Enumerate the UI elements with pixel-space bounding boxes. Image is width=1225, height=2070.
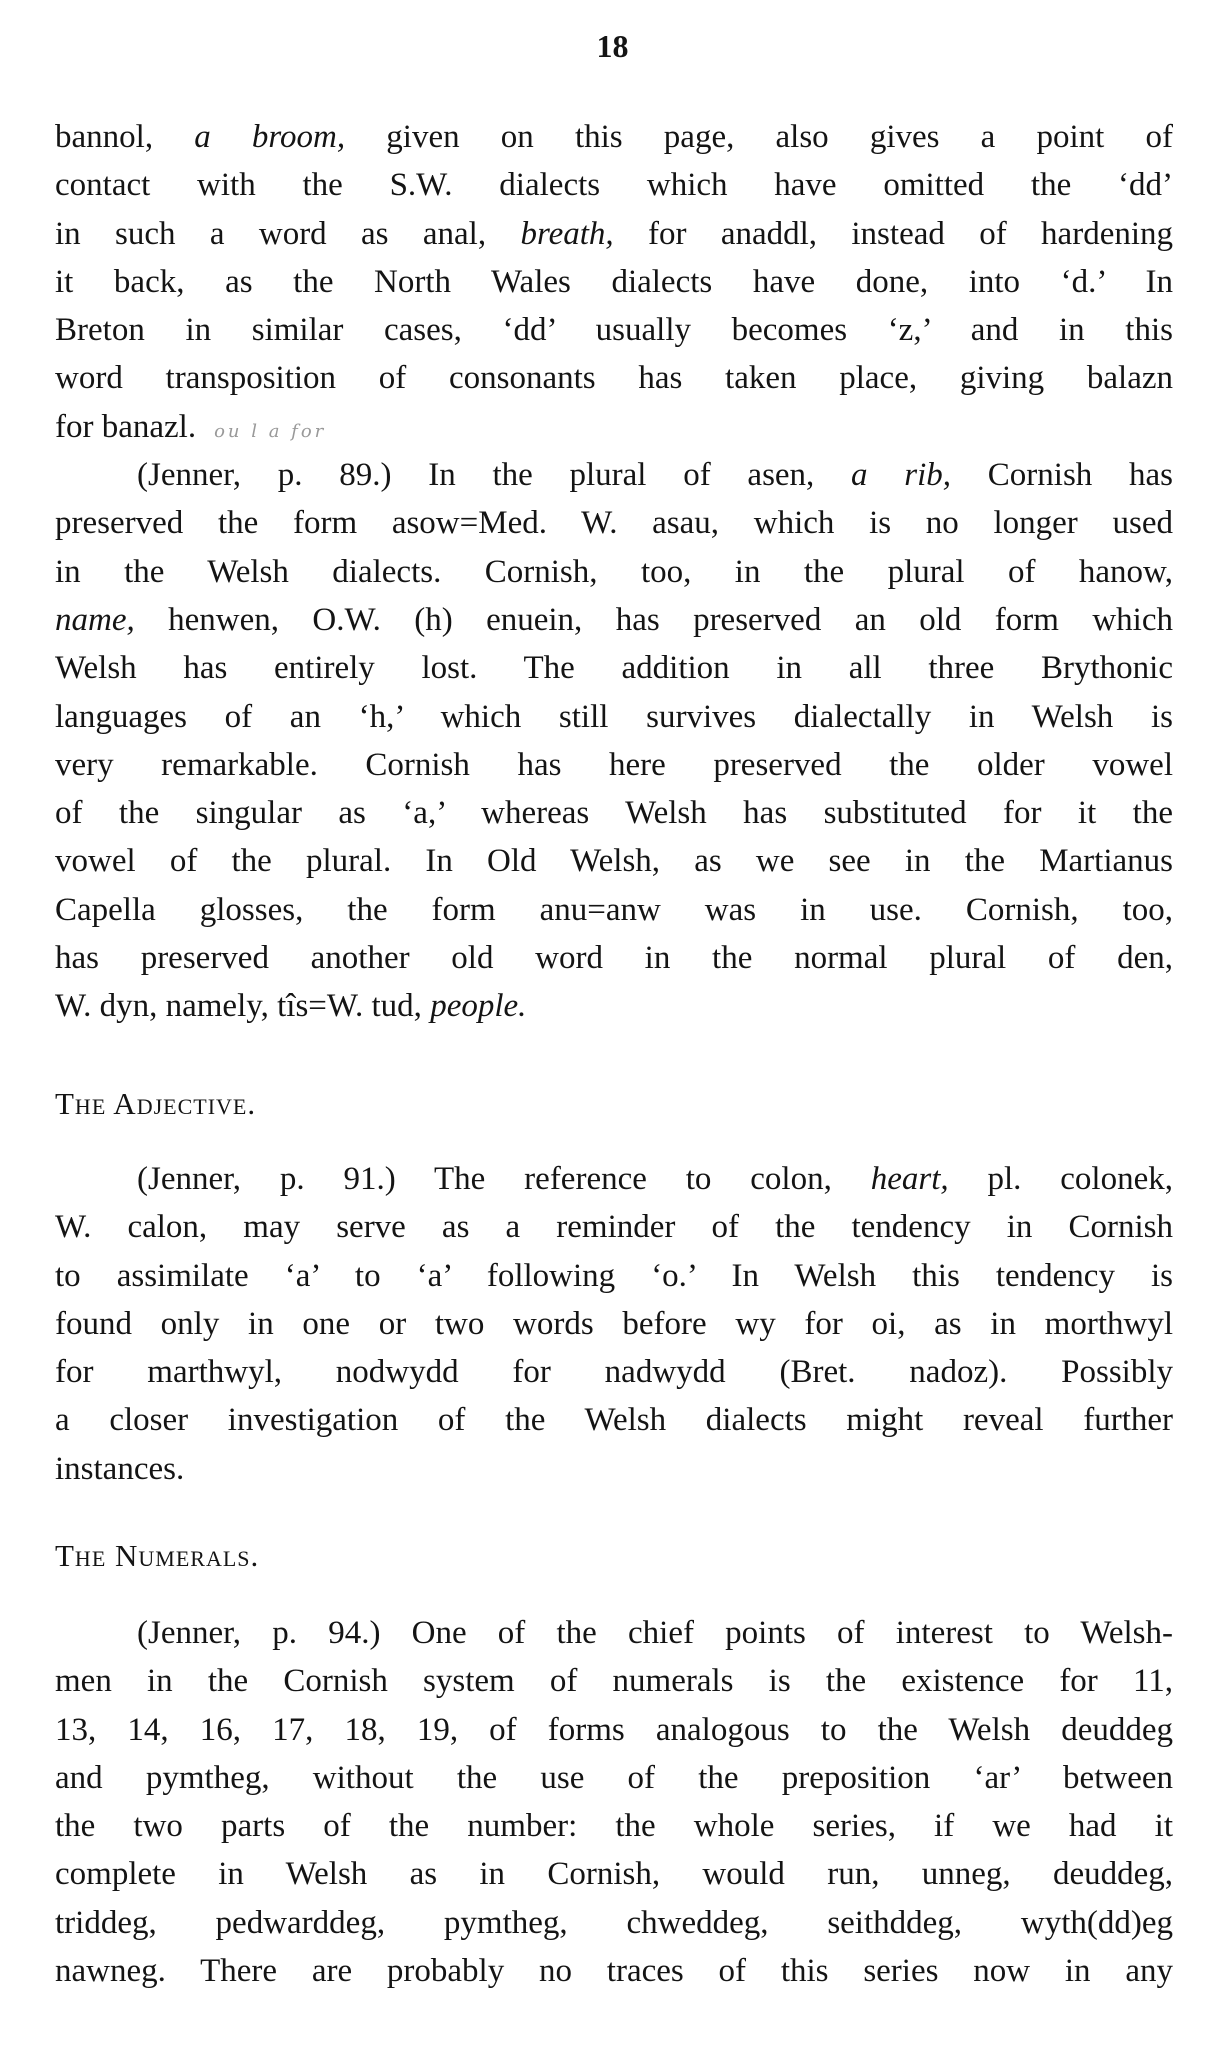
text-segment: complete in Welsh as in Cornish, would run, unneg, deuddeg, <box>55 1856 1173 1893</box>
text-line <box>55 499 1173 547</box>
text-line <box>55 886 1173 934</box>
text-line <box>55 693 1173 741</box>
italic-text: a broom, <box>194 119 346 155</box>
paragraph-section-nouns <box>55 113 1173 1031</box>
text-line <box>55 451 1173 499</box>
text-line <box>55 1850 1173 1898</box>
text-line <box>55 1947 1173 1995</box>
text-line <box>55 1300 1173 1348</box>
text-line <box>55 161 1173 209</box>
text-line <box>55 1609 1173 1657</box>
text-line <box>55 113 1173 161</box>
text-segment: of the singular as ‘a,’ whereas Welsh has substituted for it the <box>55 795 1173 832</box>
text-line <box>55 306 1173 354</box>
section-heading-numerals: The Numerals. <box>55 1538 260 1573</box>
text-line <box>55 1445 1173 1493</box>
paragraph-section-numerals <box>55 1609 1173 1995</box>
text-segment: a closer investigation of the Welsh dialects might reveal further <box>55 1402 1173 1439</box>
text-line <box>55 837 1173 885</box>
text-segment: for banazl. <box>55 408 197 445</box>
text-line <box>55 1252 1173 1300</box>
text-segment: nawneg. There are probably no traces of this series now in any <box>55 1953 1173 1990</box>
text-segment: W. dyn, namely, tîs=W. tud, <box>55 988 431 1025</box>
text-segment: pl. colonek, <box>948 1161 1173 1197</box>
text-segment: found only in one or two words before wy for oi, as in morthwyl <box>55 1305 1173 1342</box>
text-segment: (Jenner, p. 89.) In the plural of asen, <box>137 457 852 494</box>
italic-text: breath, <box>520 215 614 252</box>
text-line <box>55 210 1173 258</box>
text-line <box>55 1899 1173 1947</box>
text-segment: Welsh has entirely lost. The addition in all three Brythonic <box>55 650 1173 687</box>
text-segment: bannol, <box>55 119 195 155</box>
text-segment: for marthwyl, nodwydd for nadwydd (Bret. nadoz). Possibly <box>55 1354 1173 1391</box>
text-segment: in such a word as anal, <box>55 215 521 252</box>
text-segment: 13, 14, 16, 17, 18, 19, of forms analogous to the Welsh deuddeg <box>55 1711 1173 1748</box>
text-segment: and pymtheg, without the use of the preposition ‘ar’ between <box>55 1759 1173 1796</box>
italic-text: a rib, <box>851 457 952 494</box>
text-line <box>55 548 1173 596</box>
text-line <box>55 1396 1173 1444</box>
text-line <box>55 258 1173 306</box>
section-heading-adjective: The Adjective. <box>55 1086 257 1121</box>
text-line <box>55 403 1173 451</box>
text-line <box>55 741 1173 789</box>
text-line <box>55 982 1173 1030</box>
text-segment: (Jenner, p. 91.) The reference to colon, <box>137 1161 871 1197</box>
text-line <box>55 354 1173 402</box>
text-segment: vowel of the plural. In Old Welsh, as we see in the Martianus <box>55 843 1173 880</box>
handwritten-annotation: ou l a for <box>214 420 327 442</box>
text-segment: very remarkable. Cornish has here preserved the older vowel <box>55 746 1173 783</box>
text-segment: men in the Cornish system of numerals is the existence for 11, <box>55 1663 1173 1700</box>
text-segment: triddeg, pedwarddeg, pymtheg, chweddeg, seithddeg, wyth(dd)eg <box>55 1904 1173 1941</box>
text-segment: in the Welsh dialects. Cornish, too, in the plural of hanow, <box>55 553 1173 590</box>
text-segment: contact with the S.W. dialects which have omitted the ‘dd’ <box>55 167 1173 204</box>
text-line <box>55 1657 1173 1705</box>
text-segment: Breton in similar cases, ‘dd’ usually becomes ‘z,’ and in this <box>55 312 1173 349</box>
text-line <box>55 644 1173 692</box>
text-segment: henwen, O.W. (h) enuein, has preserved an old form which <box>134 601 1173 638</box>
text-segment: Capella glosses, the form anu=anw was in use. Cornish, too, <box>55 891 1173 928</box>
paragraph-section-adjective <box>55 1155 1173 1493</box>
italic-text: name, <box>55 601 135 638</box>
text-segment: given on this page, also gives a point of <box>345 119 1173 155</box>
text-line <box>55 1706 1173 1754</box>
text-segment: (Jenner, p. 94.) One of the chief points of interest to Welsh- <box>137 1615 1173 1651</box>
text-segment: W. calon, may serve as a reminder of the tendency in Cornish <box>55 1209 1173 1246</box>
text-segment: instances. <box>55 1450 185 1487</box>
text-segment: Cornish has <box>951 457 1174 494</box>
text-line <box>55 596 1173 644</box>
text-line <box>55 1754 1173 1802</box>
italic-text: heart, <box>870 1161 949 1197</box>
text-line <box>55 1203 1173 1251</box>
text-line <box>55 789 1173 837</box>
text-segment: preserved the form asow=Med. W. asau, which is no longer used <box>55 505 1173 542</box>
text-segment: the two parts of the number: the whole series, if we had it <box>55 1808 1173 1845</box>
text-line <box>55 1802 1173 1850</box>
text-line <box>55 1348 1173 1396</box>
text-segment: has preserved another old word in the normal plural of den, <box>55 940 1173 977</box>
text-line <box>55 1155 1173 1203</box>
text-segment: word transposition of consonants has taken place, giving balazn <box>55 360 1173 397</box>
text-segment: it back, as the North Wales dialects have done, into ‘d.’ In <box>55 263 1173 300</box>
text-segment: for anaddl, instead of hardening <box>613 215 1174 252</box>
text-segment: languages of an ‘h,’ which still survives dialectally in Welsh is <box>55 698 1173 735</box>
italic-text: people. <box>430 988 527 1025</box>
text-segment: to assimilate ‘a’ to ‘a’ following ‘o.’ In Welsh this tendency is <box>55 1257 1173 1294</box>
text-line <box>55 934 1173 982</box>
page-number: 18 <box>596 28 629 64</box>
